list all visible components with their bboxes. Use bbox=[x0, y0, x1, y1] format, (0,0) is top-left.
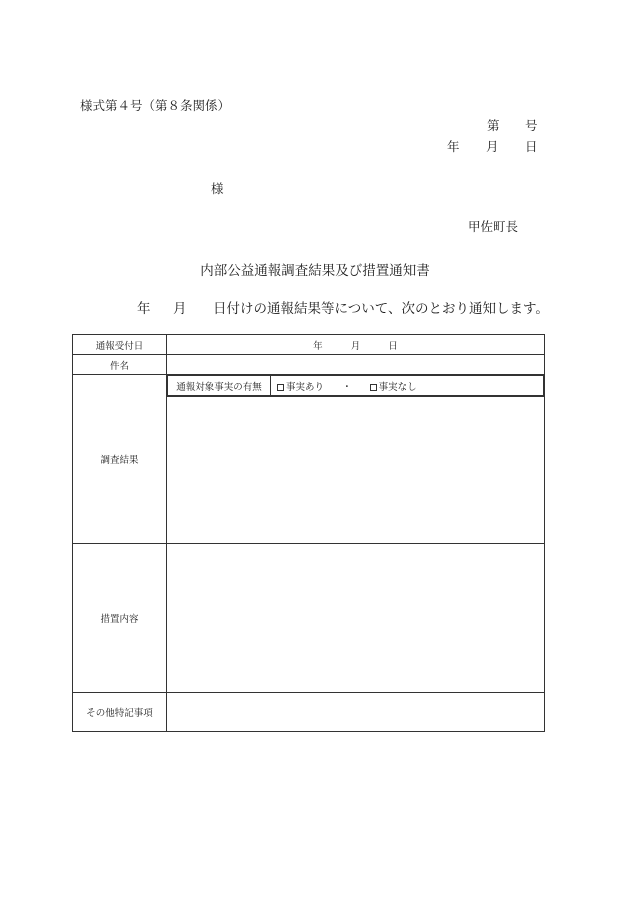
date-month-label: 月 bbox=[486, 139, 499, 154]
other-notes-label: その他特記事項 bbox=[73, 693, 167, 732]
table-row-subject bbox=[73, 355, 545, 375]
investigation-result-field[interactable] bbox=[167, 397, 545, 544]
form-number: 様式第４号（第８条関係） bbox=[80, 98, 231, 113]
intro-sentence: 日付けの通報結果等について、次のとおり通知します。 bbox=[213, 301, 549, 317]
sender-name: 甲佐町長 bbox=[468, 219, 519, 234]
recipient-honorific: 様 bbox=[211, 181, 224, 196]
intro-year-label: 年 bbox=[137, 301, 151, 317]
fact-none-label: 事実なし bbox=[378, 381, 417, 393]
subject-field[interactable] bbox=[167, 355, 545, 375]
receipt-date-day: 日 bbox=[388, 340, 398, 352]
fact-presence-label: 通報対象事実の有無 bbox=[168, 376, 271, 396]
fact-exists-label: 事実あり bbox=[286, 381, 325, 393]
other-notes-field[interactable] bbox=[167, 693, 545, 732]
fact-option-separator: ・ bbox=[342, 381, 352, 393]
fact-presence-options bbox=[271, 376, 544, 396]
receipt-date-field[interactable] bbox=[167, 335, 545, 355]
fact-exists-checkbox[interactable] bbox=[277, 384, 284, 391]
document-number-suffix: 号 bbox=[525, 118, 538, 133]
subject-label: 件名 bbox=[73, 355, 167, 375]
measures-field[interactable] bbox=[167, 544, 545, 693]
intro-month-label: 月 bbox=[173, 301, 187, 317]
fact-presence-subtable bbox=[167, 375, 544, 396]
investigation-result-label: 調査結果 bbox=[73, 375, 167, 544]
table-row-other-notes bbox=[73, 693, 545, 732]
fact-none-checkbox[interactable] bbox=[370, 384, 377, 391]
receipt-date-month: 月 bbox=[350, 340, 361, 352]
document-title: 内部公益通報調査結果及び措置通知書 bbox=[200, 263, 430, 279]
table-row-measures bbox=[73, 544, 545, 693]
fact-presence-cell bbox=[167, 375, 545, 397]
date-day-label: 日 bbox=[525, 139, 538, 154]
table-row-fact-presence bbox=[73, 375, 545, 397]
receipt-date-year: 年 bbox=[313, 340, 323, 352]
date-year-label: 年 bbox=[447, 139, 460, 154]
receipt-date-label: 通報受付日 bbox=[73, 335, 167, 355]
document-number-prefix: 第 bbox=[487, 118, 500, 133]
notification-form-table bbox=[72, 334, 545, 732]
table-row-receipt-date bbox=[73, 335, 545, 355]
measures-label: 措置内容 bbox=[73, 544, 167, 693]
